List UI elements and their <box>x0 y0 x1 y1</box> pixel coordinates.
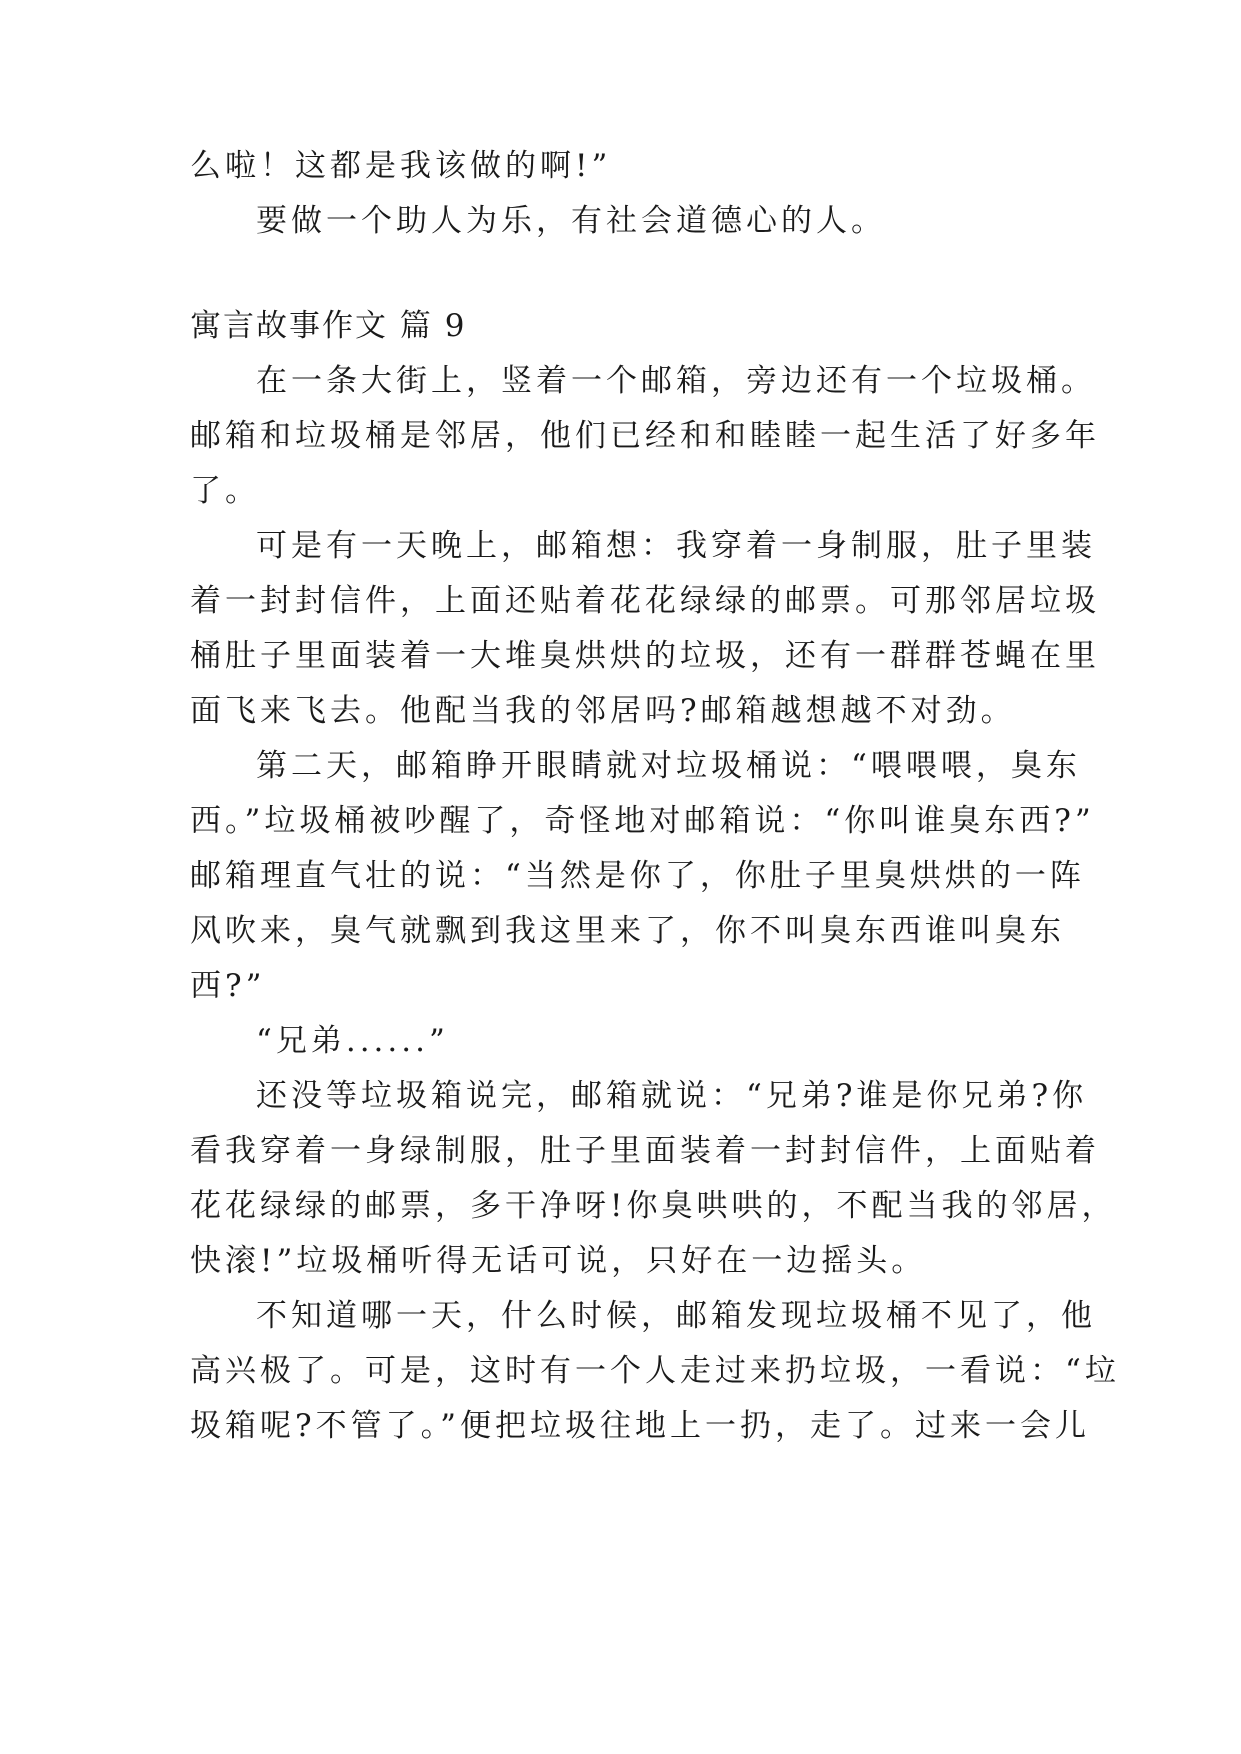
text-line-18: 看我穿着一身绿制服，肚子里面装着一封封信件，上面贴着 <box>190 1133 1100 1169</box>
text-line-5: 邮箱和垃圾桶是邻居，他们已经和和睦睦一起生活了好多年 <box>190 418 1100 454</box>
text-line-4: 在一条大街上，竖着一个邮箱，旁边还有一个垃圾桶。 <box>256 363 1096 399</box>
text-line-8: 着一封封信件，上面还贴着花花绿绿的邮票。可那邻居垃圾 <box>190 583 1100 619</box>
text-line-1: 么啦！这都是我该做的啊!” <box>190 148 612 184</box>
text-line-19: 花花绿绿的邮票，多干净呀!你臭哄哄的，不配当我的邻居， <box>190 1188 1117 1224</box>
text-line-13: 邮箱理直气壮的说：“当然是你了，你肚子里臭烘烘的一阵 <box>190 858 1085 894</box>
text-line-2: 要做一个助人为乐，有社会道德心的人。 <box>256 203 886 239</box>
text-line-12: 西。”垃圾桶被吵醒了，奇怪地对邮箱说：“你叫谁臭东西?” <box>190 803 1095 839</box>
text-line-16: “兄弟......” <box>256 1023 449 1059</box>
text-line-10: 面飞来飞去。他配当我的邻居吗?邮箱越想越不对劲。 <box>190 693 1016 729</box>
text-line-21: 不知道哪一天，什么时候，邮箱发现垃圾桶不见了，他 <box>256 1298 1096 1334</box>
section-heading: 寓言故事作文 篇 9 <box>190 308 467 344</box>
text-line-22: 高兴极了。可是，这时有一个人走过来扔垃圾，一看说：“垃 <box>190 1353 1120 1389</box>
text-line-6: 了。 <box>190 473 260 509</box>
text-line-23: 圾箱呢?不管了。”便把垃圾往地上一扔，走了。过来一会儿 <box>190 1408 1090 1444</box>
text-line-17: 还没等垃圾箱说完，邮箱就说：“兄弟?谁是你兄弟?你 <box>256 1078 1088 1114</box>
text-line-14: 风吹来，臭气就飘到我这里来了，你不叫臭东西谁叫臭东 <box>190 913 1065 949</box>
text-line-11: 第二天，邮箱睁开眼睛就对垃圾桶说：“喂喂喂，臭东 <box>256 748 1081 784</box>
text-line-7: 可是有一天晚上，邮箱想：我穿着一身制服，肚子里装 <box>256 528 1096 564</box>
text-line-15: 西?” <box>190 968 266 1004</box>
text-line-9: 桶肚子里面装着一大堆臭烘烘的垃圾，还有一群群苍蝇在里 <box>190 638 1100 674</box>
text-line-20: 快滚!”垃圾桶听得无话可说，只好在一边摇头。 <box>190 1243 927 1279</box>
